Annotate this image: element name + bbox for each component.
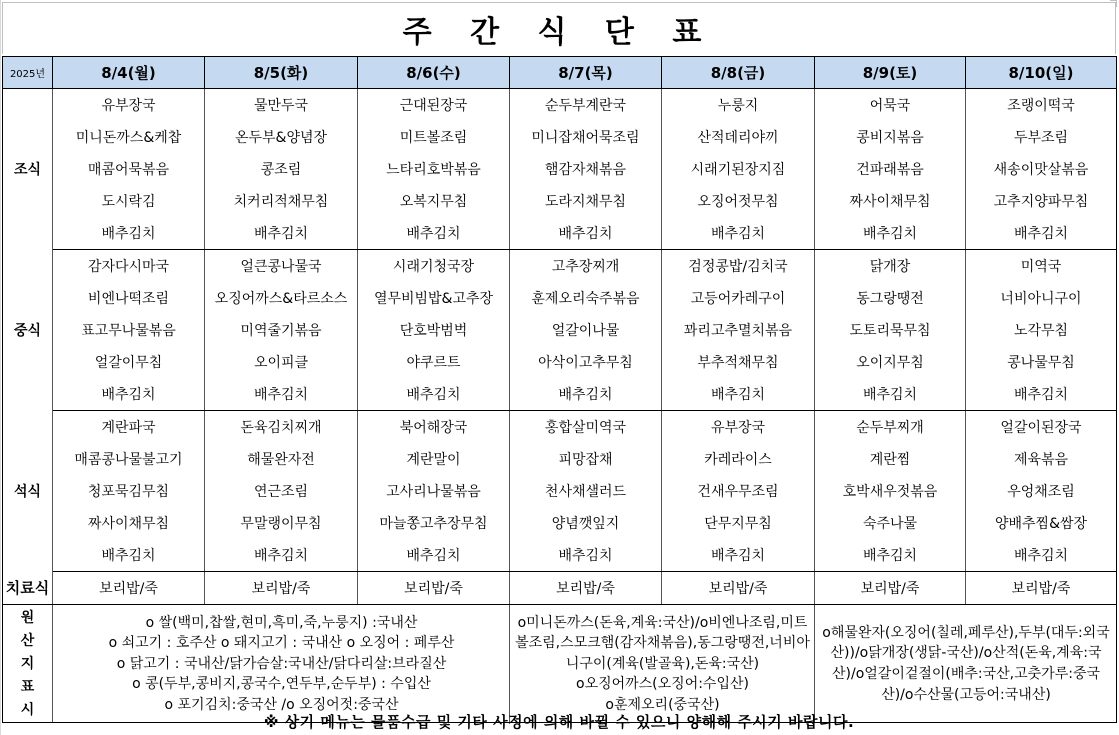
menu-item: 누룽지 xyxy=(662,89,815,122)
menu-item: 배추김치 xyxy=(815,378,966,411)
menu-item: 양배추찜&쌈장 xyxy=(966,507,1117,539)
menu-item: 배추김치 xyxy=(358,539,510,572)
menu-item: 미역줄기볶음 xyxy=(205,314,358,346)
therapy-row xyxy=(3,572,1117,605)
origin-label-char: 표 xyxy=(20,679,35,695)
menu-item: 아삭이고추무침 xyxy=(510,346,662,378)
menu-item: 얼갈이된장국 xyxy=(966,411,1117,444)
meal-label: 석식 xyxy=(3,411,53,572)
menu-item: 햄감자채볶음 xyxy=(510,153,662,185)
menu-item: 미역국 xyxy=(966,250,1117,283)
menu-item: 산적데리야끼 xyxy=(662,121,815,153)
menu-item: 해물완자전 xyxy=(205,443,358,475)
menu-row xyxy=(3,378,1117,411)
menu-item: 열무비빔밥&고추장 xyxy=(358,282,510,314)
meal-label: 중식 xyxy=(3,250,53,411)
menu-item: 너비아니구이 xyxy=(966,282,1117,314)
menu-item: 비엔나떡조림 xyxy=(53,282,205,314)
menu-item: 무말랭이무침 xyxy=(205,507,358,539)
menu-row xyxy=(3,314,1117,346)
therapy-item: 보리밥/죽 xyxy=(205,572,358,605)
day-header: 8/10(일) xyxy=(966,57,1117,89)
menu-item: 표고무나물볶음 xyxy=(53,314,205,346)
menu-item: 배추김치 xyxy=(662,217,815,250)
menu-row xyxy=(3,282,1117,314)
menu-item: 매콤어묵볶음 xyxy=(53,153,205,185)
menu-row xyxy=(3,89,1117,122)
menu-item: 배추김치 xyxy=(205,539,358,572)
menu-item: 배추김치 xyxy=(358,217,510,250)
menu-item: 미니돈까스&케찹 xyxy=(53,121,205,153)
menu-item: 새송이맛살볶음 xyxy=(966,153,1117,185)
menu-item: 청포묵김무침 xyxy=(53,475,205,507)
menu-row xyxy=(3,153,1117,185)
menu-item: 연근조림 xyxy=(205,475,358,507)
origin-line: o 콩(두부,콩비지,콩국수,연두부,순두부) : 수입산 xyxy=(132,676,431,693)
menu-row xyxy=(3,443,1117,475)
menu-item: 노각무침 xyxy=(966,314,1117,346)
origin-label-char: 시 xyxy=(20,702,35,718)
menu-item: 어묵국 xyxy=(815,89,966,122)
menu-item: 짜사이채무침 xyxy=(815,185,966,217)
menu-item: 배추김치 xyxy=(510,217,662,250)
origin-line: o 쌀(백미,찹쌀,현미,흑미,죽,누룽지) :국내산 xyxy=(145,614,418,631)
origin-line: o훈제오리(중국산) xyxy=(605,696,720,713)
menu-item: 고추지양파무침 xyxy=(966,185,1117,217)
origin-line: o오징어까스(오징어:수입산) xyxy=(576,676,749,693)
menu-row xyxy=(3,507,1117,539)
menu-row xyxy=(3,217,1117,250)
menu-item: 근대된장국 xyxy=(358,89,510,122)
menu-item: 도라지채무침 xyxy=(510,185,662,217)
year-label: 2025년 xyxy=(3,57,53,89)
menu-item: 고사리나물볶음 xyxy=(358,475,510,507)
menu-item: 유부장국 xyxy=(53,89,205,122)
origin-label-char: 산 xyxy=(20,633,35,649)
menu-row xyxy=(3,121,1117,153)
therapy-item: 보리밥/죽 xyxy=(510,572,662,605)
menu-item: 시래기청국장 xyxy=(358,250,510,283)
origin-line: o 포기김치:중국산 /o 오징어젓:중국산 xyxy=(164,696,399,713)
menu-row xyxy=(3,411,1117,444)
menu-item: 배추김치 xyxy=(358,378,510,411)
menu-item: 얼갈이무침 xyxy=(53,346,205,378)
header-row xyxy=(3,57,1117,89)
menu-item: 유부장국 xyxy=(662,411,815,444)
menu-item: 감자다시마국 xyxy=(53,250,205,283)
menu-item: 매콤콩나물불고기 xyxy=(53,443,205,475)
menu-item: 건새우무조림 xyxy=(662,475,815,507)
menu-item: 꽈리고추멸치볶음 xyxy=(662,314,815,346)
menu-item: 콩나물무침 xyxy=(966,346,1117,378)
menu-item: 배추김치 xyxy=(205,217,358,250)
menu-item: 북어해장국 xyxy=(358,411,510,444)
origin-line: o 쇠고기 : 호주산 o 돼지고기 : 국내산 o 오징어 : 페루산 xyxy=(108,635,455,652)
menu-item: 느타리호박볶음 xyxy=(358,153,510,185)
menu-item: 호박새우젓볶음 xyxy=(815,475,966,507)
menu-item: 고등어카레구이 xyxy=(662,282,815,314)
menu-item: 돈육김치찌개 xyxy=(205,411,358,444)
menu-item: 배추김치 xyxy=(53,539,205,572)
menu-item: 피망잡채 xyxy=(510,443,662,475)
menu-item: 동그랑땡전 xyxy=(815,282,966,314)
menu-item: 계란파국 xyxy=(53,411,205,444)
origin-col2 xyxy=(510,605,815,723)
menu-item: 부추적채무침 xyxy=(662,346,815,378)
menu-item: 검정콩밥/김치국 xyxy=(662,250,815,283)
menu-item: 배추김치 xyxy=(662,539,815,572)
origin-label-char: 원 xyxy=(20,610,35,626)
therapy-item: 보리밥/죽 xyxy=(53,572,205,605)
menu-item: 짜사이채무침 xyxy=(53,507,205,539)
menu-item: 제육볶음 xyxy=(966,443,1117,475)
menu-item: 건파래볶음 xyxy=(815,153,966,185)
menu-item: 오징어까스&타르소스 xyxy=(205,282,358,314)
menu-item: 오복지무침 xyxy=(358,185,510,217)
menu-item: 숙주나물 xyxy=(815,507,966,539)
menu-item: 마늘쫑고추장무침 xyxy=(358,507,510,539)
menu-item: 도토리묵무침 xyxy=(815,314,966,346)
menu-item: 시래기된장지짐 xyxy=(662,153,815,185)
menu-item: 얼큰콩나물국 xyxy=(205,250,358,283)
menu-item: 계란말이 xyxy=(358,443,510,475)
menu-item: 오징어젓무침 xyxy=(662,185,815,217)
origin-col1 xyxy=(53,605,510,723)
menu-item: 배추김치 xyxy=(815,539,966,572)
origin-label-char: 지 xyxy=(20,656,35,672)
menu-item: 훈제오리숙주볶음 xyxy=(510,282,662,314)
menu-item: 배추김치 xyxy=(966,378,1117,411)
origin-line: o 닭고기 : 국내산/닭가슴살:국내산/닭다리살:브라질산 xyxy=(116,655,447,672)
therapy-label: 치료식 xyxy=(3,572,53,605)
menu-item: 배추김치 xyxy=(53,378,205,411)
menu-row xyxy=(3,346,1117,378)
day-header: 8/8(금) xyxy=(662,57,815,89)
menu-item: 배추김치 xyxy=(815,217,966,250)
origin-row xyxy=(3,605,1117,723)
menu-item: 천사채샐러드 xyxy=(510,475,662,507)
weekly-menu-table xyxy=(2,56,1117,723)
day-header: 8/9(토) xyxy=(815,57,966,89)
menu-row xyxy=(3,475,1117,507)
menu-item: 콩조림 xyxy=(205,153,358,185)
menu-item: 단호박범벅 xyxy=(358,314,510,346)
day-header: 8/5(화) xyxy=(205,57,358,89)
origin-line: o미니돈까스(돈육,계육:국산)/o비엔나조림,미트볼조림,스모크햄(감자채볶음),동그랑땡전,너비아니구이(계육(발골육),돈육:국산) xyxy=(515,614,810,672)
menu-row xyxy=(3,185,1117,217)
menu-item: 오이피클 xyxy=(205,346,358,378)
therapy-item: 보리밥/죽 xyxy=(662,572,815,605)
menu-item: 순두부찌개 xyxy=(815,411,966,444)
menu-item: 조랭이떡국 xyxy=(966,89,1117,122)
menu-item: 배추김치 xyxy=(53,217,205,250)
menu-item: 우엉채조림 xyxy=(966,475,1117,507)
day-header: 8/4(월) xyxy=(53,57,205,89)
menu-item: 닭개장 xyxy=(815,250,966,283)
origin-label xyxy=(3,605,53,723)
menu-item: 양념깻잎지 xyxy=(510,507,662,539)
origin-line: o해물완자(오징어(칠레,페루산),두부(대두:외국산))/o닭개장(생닭-국산)/o산적(돈육,계육:국산)/o얼갈이겉절이(배추:국산,고춧가루:중국산)/o수산물(고등어:국내산) xyxy=(822,624,1110,703)
menu-item: 배추김치 xyxy=(510,539,662,572)
therapy-item: 보리밥/죽 xyxy=(358,572,510,605)
menu-item: 배추김치 xyxy=(966,539,1117,572)
menu-item: 콩비지볶음 xyxy=(815,121,966,153)
menu-item: 단무지무침 xyxy=(662,507,815,539)
menu-item: 얼갈이나물 xyxy=(510,314,662,346)
page-title: 주 간 식 단 표 xyxy=(2,2,1116,54)
menu-item: 계란찜 xyxy=(815,443,966,475)
menu-item: 도시락김 xyxy=(53,185,205,217)
menu-item: 순두부계란국 xyxy=(510,89,662,122)
day-header: 8/6(수) xyxy=(358,57,510,89)
menu-item: 배추김치 xyxy=(510,378,662,411)
menu-item: 야쿠르트 xyxy=(358,346,510,378)
menu-item: 고추장찌개 xyxy=(510,250,662,283)
menu-item: 오이지무침 xyxy=(815,346,966,378)
menu-item: 미트볼조림 xyxy=(358,121,510,153)
origin-col3 xyxy=(815,605,1117,723)
menu-item: 배추김치 xyxy=(966,217,1117,250)
menu-item: 물만두국 xyxy=(205,89,358,122)
menu-item: 두부조림 xyxy=(966,121,1117,153)
menu-item: 온두부&양념장 xyxy=(205,121,358,153)
menu-row xyxy=(3,539,1117,572)
menu-item: 홍합살미역국 xyxy=(510,411,662,444)
therapy-item: 보리밥/죽 xyxy=(815,572,966,605)
day-header: 8/7(목) xyxy=(510,57,662,89)
menu-item: 미니잡채어묵조림 xyxy=(510,121,662,153)
menu-item: 배추김치 xyxy=(205,378,358,411)
meal-label: 조식 xyxy=(3,89,53,250)
menu-row xyxy=(3,250,1117,283)
menu-item: 치커리적채무침 xyxy=(205,185,358,217)
menu-item: 배추김치 xyxy=(662,378,815,411)
therapy-item: 보리밥/죽 xyxy=(966,572,1117,605)
menu-item: 카레라이스 xyxy=(662,443,815,475)
notice-text: ※ 상기 메뉴는 물품수급 및 기타 사정에 의해 바뀔 수 있으니 양해해 주시기 바랍니다. xyxy=(263,712,855,731)
